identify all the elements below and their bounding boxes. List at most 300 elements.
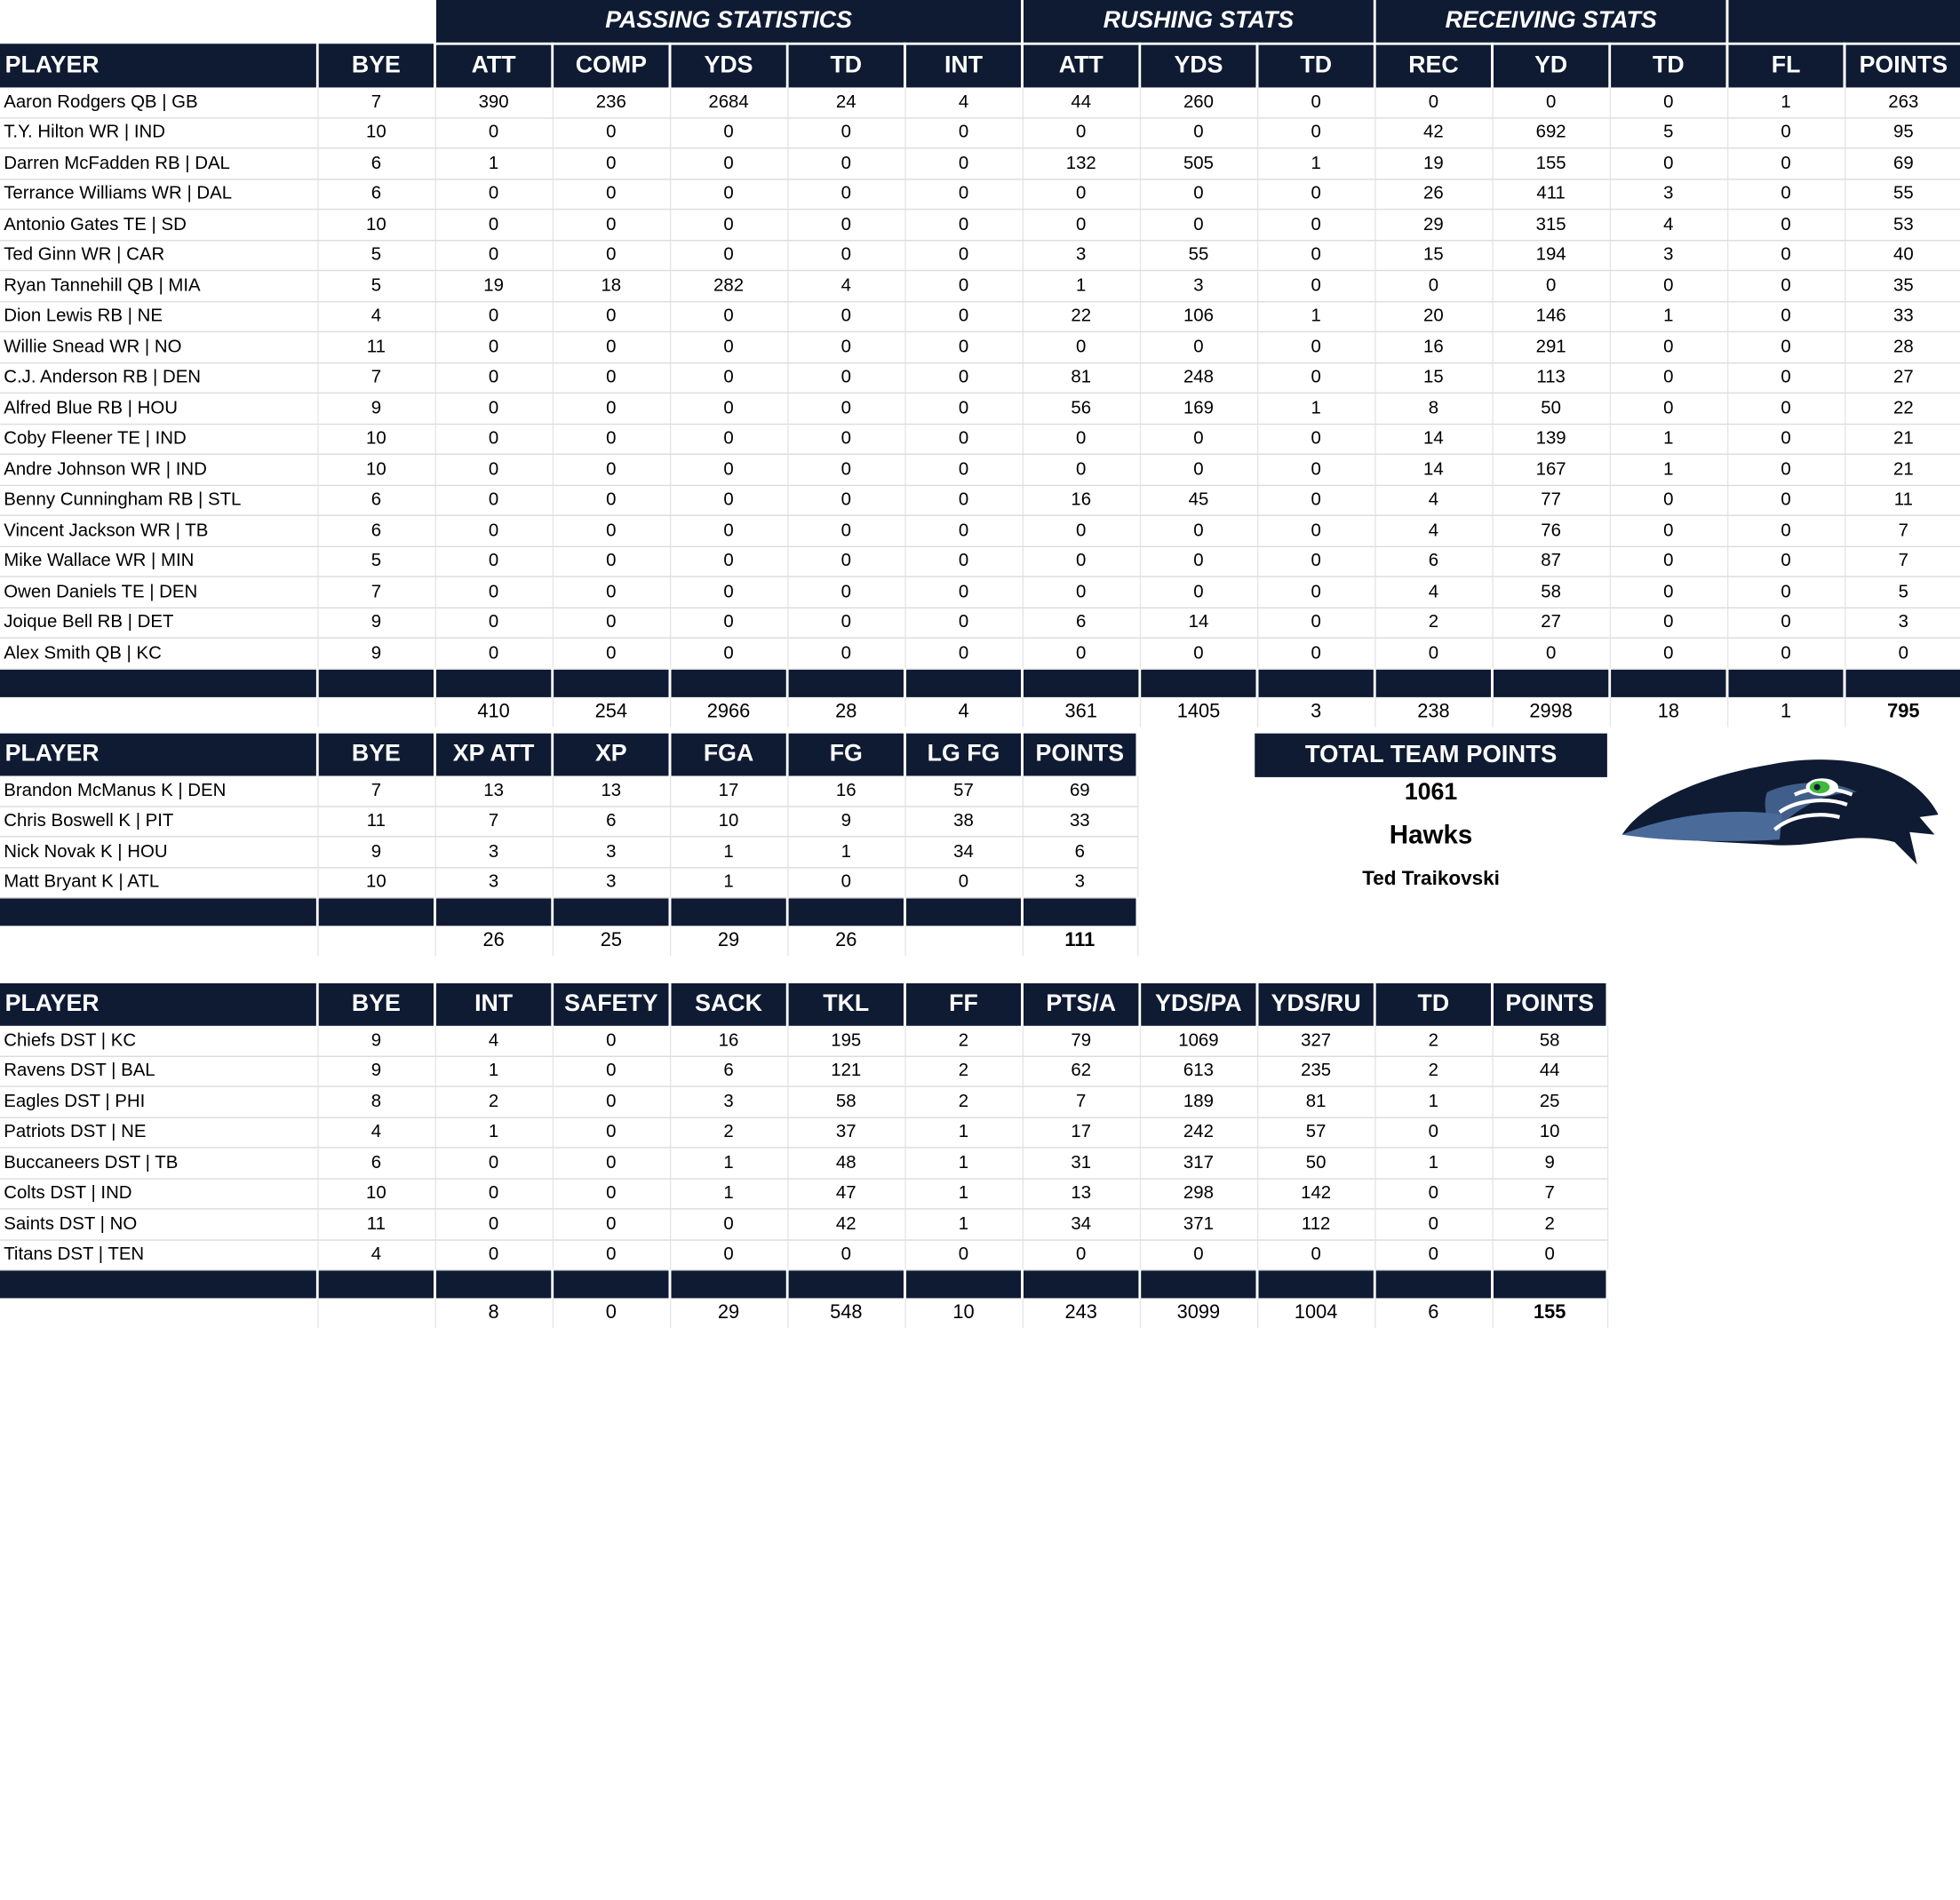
stat-cell: 132: [1023, 148, 1140, 179]
separator-cell: [434, 669, 552, 697]
stat-cell: 0: [787, 424, 904, 454]
stat-cell: 10: [317, 1178, 434, 1208]
stat-cell: 0: [1727, 638, 1844, 668]
stat-cell: 282: [670, 271, 787, 301]
column-header-td: TD: [1610, 44, 1727, 87]
separator-cell: [1374, 1270, 1492, 1299]
total-cell: 0: [553, 1298, 670, 1328]
separator-bar: [0, 898, 1137, 926]
stat-cell: 0: [553, 576, 670, 607]
table-row: [0, 1026, 1607, 1056]
stat-cell: 0: [904, 454, 1022, 484]
stat-cell: 87: [1493, 546, 1610, 576]
stat-cell: 0: [1023, 179, 1140, 209]
stat-cell: 0: [1374, 638, 1492, 668]
stat-cell: 0: [1140, 576, 1257, 607]
table-row: [0, 271, 1960, 301]
column-header-td: TD: [1257, 44, 1374, 87]
stat-cell: 0: [553, 301, 670, 331]
stat-cell: 0: [1727, 117, 1844, 147]
stat-cell: 13: [553, 775, 670, 806]
stat-cell: 0: [434, 485, 552, 515]
total-cell: 795: [1844, 696, 1960, 727]
separator-cell: [1374, 669, 1492, 697]
column-header-bye: BYE: [317, 983, 434, 1026]
stat-cell: 7: [317, 87, 434, 117]
stat-cell: 0: [434, 638, 552, 668]
stat-cell: 0: [1727, 271, 1844, 301]
player-name-cell: Joique Bell RB | DET: [0, 608, 317, 638]
separator-cell: [434, 898, 552, 926]
stat-cell: 4: [1374, 515, 1492, 545]
stat-cell: 0: [1140, 454, 1257, 484]
stat-cell: 195: [787, 1026, 904, 1056]
separator-cell: [553, 1270, 670, 1299]
stat-cell: 27: [1844, 362, 1960, 393]
total-cell: 254: [553, 696, 670, 727]
player-name-cell: Buccaneers DST | TB: [0, 1148, 317, 1178]
stat-cell: 0: [904, 424, 1022, 454]
stat-cell: 0: [553, 393, 670, 423]
team-name: Hawks: [1389, 821, 1473, 850]
stat-cell: 0: [787, 240, 904, 270]
stat-cell: 0: [787, 148, 904, 179]
stat-cell: 235: [1257, 1056, 1374, 1086]
stat-cell: 298: [1140, 1178, 1257, 1208]
total-cell: 6: [1374, 1298, 1492, 1328]
player-name-cell: Vincent Jackson WR | TB: [0, 515, 317, 545]
stat-cell: 1: [1257, 393, 1374, 423]
stat-cell: 1: [904, 1148, 1022, 1178]
total-cell: 29: [670, 926, 787, 956]
stat-cell: 0: [904, 1239, 1022, 1269]
stat-cell: 76: [1493, 515, 1610, 545]
stat-cell: 47: [787, 1178, 904, 1208]
stat-cell: 327: [1257, 1026, 1374, 1056]
stat-cell: 0: [1727, 362, 1844, 393]
stat-cell: 0: [553, 515, 670, 545]
table-row: [0, 1117, 1607, 1148]
stat-cell: 411: [1493, 179, 1610, 209]
stat-cell: 0: [904, 515, 1022, 545]
stat-cell: 0: [670, 117, 787, 147]
stat-cell: 17: [1023, 1117, 1140, 1148]
stat-cell: 0: [1727, 454, 1844, 484]
column-header-fga: FGA: [670, 734, 787, 776]
stat-cell: 9: [317, 1056, 434, 1086]
stat-cell: 1: [1257, 301, 1374, 331]
total-cell: 548: [787, 1298, 904, 1328]
stat-cell: 0: [1257, 608, 1374, 638]
stat-cell: 1: [1727, 87, 1844, 117]
stat-cell: 11: [317, 806, 434, 836]
stat-cell: 0: [434, 1209, 552, 1239]
total-cell: 1: [1727, 696, 1844, 727]
stat-cell: 167: [1493, 454, 1610, 484]
column-header-pts-a: PTS/A: [1023, 983, 1140, 1026]
rushing-group-header: RUSHING STATS: [1023, 0, 1375, 44]
column-header-att: ATT: [1023, 44, 1140, 87]
player-name-cell: Terrance Williams WR | DAL: [0, 179, 317, 209]
stat-cell: 0: [787, 867, 904, 897]
stat-cell: 0: [1727, 576, 1844, 607]
stat-cell: 0: [1023, 638, 1140, 668]
total-cell: 243: [1023, 1298, 1140, 1328]
stat-cell: 1: [434, 1056, 552, 1086]
stat-cell: 0: [670, 546, 787, 576]
stat-cell: 0: [787, 576, 904, 607]
stat-cell: 2: [670, 1117, 787, 1148]
stat-cell: 62: [1023, 1056, 1140, 1086]
stat-cell: 0: [1374, 1209, 1492, 1239]
stat-cell: 11: [317, 1209, 434, 1239]
stat-cell: 3: [1023, 867, 1137, 897]
stat-cell: 20: [1374, 301, 1492, 331]
stat-cell: 5: [317, 546, 434, 576]
stat-cell: 0: [904, 271, 1022, 301]
stat-cell: 0: [1374, 1178, 1492, 1208]
seahawk-logo-icon: [1620, 737, 1945, 875]
total-cell: 26: [434, 926, 552, 956]
stat-cell: 0: [553, 454, 670, 484]
stat-cell: 3: [670, 1086, 787, 1117]
stat-cell: 10: [317, 424, 434, 454]
stat-cell: 142: [1257, 1178, 1374, 1208]
separator-cell: [0, 898, 317, 926]
stat-cell: 0: [1374, 87, 1492, 117]
stat-cell: 55: [1140, 240, 1257, 270]
stat-cell: 0: [904, 240, 1022, 270]
stat-cell: 0: [1140, 210, 1257, 240]
stat-cell: 0: [1140, 331, 1257, 362]
stat-cell: 0: [904, 576, 1022, 607]
separator-bar: [0, 1270, 1607, 1299]
player-name-cell: Chiefs DST | KC: [0, 1026, 317, 1056]
stat-cell: 0: [553, 362, 670, 393]
stat-cell: 2: [1374, 608, 1492, 638]
stat-cell: 24: [787, 87, 904, 117]
stat-cell: 0: [553, 608, 670, 638]
stat-cell: 7: [1023, 1086, 1140, 1117]
stat-cell: 16: [787, 775, 904, 806]
stat-cell: 9: [317, 1026, 434, 1056]
stat-cell: 0: [1257, 331, 1374, 362]
player-name-cell: Titans DST | TEN: [0, 1239, 317, 1269]
stat-cell: 0: [670, 1209, 787, 1239]
total-cell: 2998: [1493, 696, 1610, 727]
stat-cell: 10: [317, 454, 434, 484]
column-header-points: POINTS: [1492, 983, 1606, 1026]
stat-cell: 0: [904, 393, 1022, 423]
player-name-cell: Saints DST | NO: [0, 1209, 317, 1239]
stat-cell: 42: [787, 1209, 904, 1239]
player-name-cell: Eagles DST | PHI: [0, 1086, 317, 1117]
stat-cell: 2: [1374, 1026, 1492, 1056]
table-row: [0, 1239, 1607, 1269]
stat-cell: 10: [1492, 1117, 1606, 1148]
stat-cell: 0: [553, 331, 670, 362]
stat-cell: 0: [1493, 638, 1610, 668]
player-name-cell: Owen Daniels TE | DEN: [0, 576, 317, 607]
stat-cell: 260: [1140, 87, 1257, 117]
stat-cell: 0: [904, 362, 1022, 393]
total-cell: 26: [787, 926, 904, 956]
stat-cell: 27: [1493, 608, 1610, 638]
stat-cell: 263: [1844, 87, 1960, 117]
total-cell: [904, 926, 1022, 956]
stat-cell: 13: [434, 775, 552, 806]
stat-cell: 0: [1610, 638, 1727, 668]
stat-cell: 0: [1257, 362, 1374, 393]
stat-cell: 0: [434, 240, 552, 270]
stat-cell: 0: [787, 301, 904, 331]
table-row: [0, 515, 1960, 545]
stat-cell: 0: [1727, 515, 1844, 545]
separator-cell: [670, 898, 787, 926]
stat-cell: 0: [434, 210, 552, 240]
stat-cell: 0: [1610, 362, 1727, 393]
total-cell: 4: [904, 696, 1022, 727]
column-header-player: PLAYER: [0, 734, 317, 776]
stat-cell: 95: [1844, 117, 1960, 147]
table-row: [0, 240, 1960, 270]
stat-cell: 16: [670, 1026, 787, 1056]
stat-cell: 9: [317, 837, 434, 867]
stat-cell: 0: [787, 485, 904, 515]
separator-cell: [1140, 1270, 1257, 1299]
stat-cell: 194: [1493, 240, 1610, 270]
stat-cell: 0: [434, 393, 552, 423]
stat-cell: 0: [1374, 1117, 1492, 1148]
stat-cell: 0: [1727, 148, 1844, 179]
total-cell: [317, 1298, 434, 1328]
defense-table: [0, 983, 1608, 1328]
stat-cell: 0: [1257, 87, 1374, 117]
table-row: [0, 608, 1960, 638]
stat-cell: 315: [1493, 210, 1610, 240]
separator-bar: [0, 669, 1960, 697]
stat-cell: 0: [553, 485, 670, 515]
table-row: [0, 1178, 1607, 1208]
separator-cell: [787, 669, 904, 697]
stat-cell: 6: [670, 1056, 787, 1086]
stat-cell: 4: [317, 1117, 434, 1148]
stat-cell: 79: [1023, 1026, 1140, 1056]
stat-cell: 0: [1023, 546, 1140, 576]
kicker-table: [0, 734, 1138, 956]
stat-cell: 81: [1257, 1086, 1374, 1117]
stat-cell: 505: [1140, 148, 1257, 179]
total-cell: 238: [1374, 696, 1492, 727]
stat-cell: 4: [904, 87, 1022, 117]
separator-cell: [904, 1270, 1022, 1299]
stat-cell: 6: [317, 1148, 434, 1178]
player-name-cell: T.Y. Hilton WR | IND: [0, 117, 317, 147]
stat-cell: 0: [787, 331, 904, 362]
column-header-ff: FF: [904, 983, 1022, 1026]
separator-cell: [904, 669, 1022, 697]
misc-group-header: [1727, 0, 1960, 44]
stat-cell: 0: [787, 546, 904, 576]
stat-cell: 0: [1257, 485, 1374, 515]
column-header-yds-pa: YDS/PA: [1140, 983, 1257, 1026]
stat-cell: 0: [1140, 179, 1257, 209]
stat-cell: 0: [1023, 424, 1140, 454]
stat-cell: 0: [1727, 608, 1844, 638]
column-header-sack: SACK: [670, 983, 787, 1026]
column-header-int: INT: [904, 44, 1022, 87]
stat-cell: 18: [553, 271, 670, 301]
stat-cell: 3: [553, 867, 670, 897]
stat-cell: 242: [1140, 1117, 1257, 1148]
stat-cell: 3: [1610, 240, 1727, 270]
stat-cell: 2: [1374, 1056, 1492, 1086]
stat-cell: 42: [1374, 117, 1492, 147]
stat-cell: 0: [1727, 179, 1844, 209]
stat-cell: 10: [670, 806, 787, 836]
stat-cell: 1: [670, 1148, 787, 1178]
stat-cell: 0: [787, 179, 904, 209]
stat-cell: 0: [1140, 424, 1257, 454]
stat-cell: 6: [1023, 608, 1140, 638]
player-name-cell: Chris Boswell K | PIT: [0, 806, 317, 836]
stat-cell: 19: [1374, 148, 1492, 179]
total-cell: 155: [1492, 1298, 1606, 1328]
stat-cell: 0: [434, 362, 552, 393]
column-header-comp: COMP: [553, 44, 670, 87]
stat-cell: 248: [1140, 362, 1257, 393]
stat-cell: 0: [670, 576, 787, 607]
table-row: [0, 806, 1137, 836]
stat-cell: 3: [1023, 240, 1140, 270]
stat-cell: 0: [670, 301, 787, 331]
stat-cell: 0: [434, 1178, 552, 1208]
stat-cell: 14: [1374, 454, 1492, 484]
separator-cell: [553, 669, 670, 697]
stat-cell: 58: [1492, 1026, 1606, 1056]
stat-cell: 0: [904, 179, 1022, 209]
stat-cell: 0: [1023, 454, 1140, 484]
stat-cell: 14: [1374, 424, 1492, 454]
stat-cell: 5: [317, 240, 434, 270]
stat-cell: 22: [1844, 393, 1960, 423]
stat-cell: 0: [434, 331, 552, 362]
stat-cell: 0: [1610, 87, 1727, 117]
stat-cell: 692: [1493, 117, 1610, 147]
column-header-fl: FL: [1727, 44, 1844, 87]
stat-cell: 6: [317, 485, 434, 515]
stat-cell: 9: [317, 393, 434, 423]
stat-cell: 0: [904, 638, 1022, 668]
stat-cell: 0: [553, 148, 670, 179]
stat-cell: 45: [1140, 485, 1257, 515]
total-cell: [0, 696, 317, 727]
total-cell: 3: [1257, 696, 1374, 727]
stat-cell: 1: [434, 148, 552, 179]
column-header-bye: BYE: [317, 44, 434, 87]
table-row: [0, 546, 1960, 576]
stat-cell: 0: [670, 362, 787, 393]
stat-cell: 0: [787, 515, 904, 545]
table-row: [0, 179, 1960, 209]
stat-cell: 0: [1844, 638, 1960, 668]
separator-cell: [1727, 669, 1844, 697]
stat-cell: 1: [670, 867, 787, 897]
stat-cell: 0: [1257, 271, 1374, 301]
separator-cell: [317, 669, 434, 697]
stat-cell: 21: [1844, 424, 1960, 454]
stat-cell: 0: [553, 1117, 670, 1148]
stat-cell: 390: [434, 87, 552, 117]
stat-cell: 77: [1493, 485, 1610, 515]
stat-cell: 0: [787, 608, 904, 638]
stat-cell: 0: [670, 454, 787, 484]
stat-cell: 11: [1844, 485, 1960, 515]
stat-cell: 5: [1610, 117, 1727, 147]
stat-cell: 7: [1844, 546, 1960, 576]
stat-cell: 3: [434, 867, 552, 897]
column-header-lg-fg: LG FG: [904, 734, 1022, 776]
separator-cell: [670, 669, 787, 697]
stat-cell: 0: [1610, 515, 1727, 545]
stat-cell: 0: [787, 117, 904, 147]
stat-cell: 0: [553, 1239, 670, 1269]
stat-cell: 9: [787, 806, 904, 836]
column-header-xp: XP: [553, 734, 670, 776]
stat-cell: 0: [1610, 271, 1727, 301]
column-header-bye: BYE: [317, 734, 434, 776]
stat-cell: 6: [317, 179, 434, 209]
total-cell: 2966: [670, 696, 787, 727]
stat-cell: 53: [1844, 210, 1960, 240]
stat-cell: 10: [317, 117, 434, 147]
separator-cell: [1023, 669, 1140, 697]
stat-cell: 0: [1257, 179, 1374, 209]
player-name-cell: C.J. Anderson RB | DEN: [0, 362, 317, 393]
stat-cell: 15: [1374, 362, 1492, 393]
stat-cell: 7: [317, 362, 434, 393]
stat-cell: 0: [553, 117, 670, 147]
stat-cell: 13: [1023, 1178, 1140, 1208]
stat-cell: 4: [1610, 210, 1727, 240]
separator-cell: [1140, 669, 1257, 697]
stat-cell: 0: [670, 485, 787, 515]
column-header-yd: YD: [1493, 44, 1610, 87]
total-cell: 29: [670, 1298, 787, 1328]
stat-cell: 7: [317, 576, 434, 607]
stat-cell: 0: [670, 148, 787, 179]
stat-cell: 0: [553, 1026, 670, 1056]
stat-cell: 0: [553, 240, 670, 270]
stat-cell: 0: [1140, 515, 1257, 545]
stat-cell: 112: [1257, 1209, 1374, 1239]
stat-cell: 50: [1257, 1148, 1374, 1178]
stat-cell: 0: [434, 424, 552, 454]
player-name-cell: Andre Johnson WR | IND: [0, 454, 317, 484]
stat-cell: 6: [553, 806, 670, 836]
separator-cell: [1257, 669, 1374, 697]
stat-cell: 0: [670, 331, 787, 362]
separator-cell: [1257, 1270, 1374, 1299]
stat-cell: 0: [553, 210, 670, 240]
stat-cell: 0: [904, 546, 1022, 576]
column-header-safety: SAFETY: [553, 983, 670, 1026]
stat-cell: 0: [1140, 546, 1257, 576]
column-header-rec: REC: [1374, 44, 1492, 87]
stat-cell: 57: [1257, 1117, 1374, 1148]
stat-cell: 0: [1257, 638, 1374, 668]
stat-cell: 0: [787, 210, 904, 240]
